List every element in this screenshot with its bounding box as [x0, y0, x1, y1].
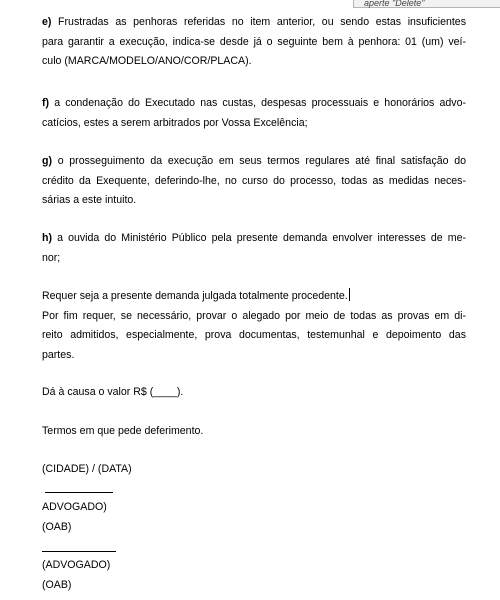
item-g-line-1: g) o prosseguimento da execução em seus termos regulares até final satisfação do: [42, 155, 466, 167]
closing-line: Termos em que pede deferimento.: [42, 425, 204, 437]
place-date: (CIDADE) / (DATA): [42, 463, 132, 475]
signature-2-oab: (OAB): [42, 579, 72, 591]
request-line-1: Requer seja a presente demanda julgada totalmente procedente.: [42, 290, 348, 302]
item-g-letter: g): [42, 155, 52, 167]
item-e-paragraph: [42, 13, 466, 72]
request-paragraph: [42, 287, 466, 365]
item-h-letter: h): [42, 232, 52, 244]
item-e-letter: e): [42, 16, 52, 28]
text-cursor: [349, 288, 350, 301]
item-f-letter: f): [42, 97, 50, 109]
item-g-paragraph: [42, 152, 466, 211]
item-h-line-2: nor;: [42, 251, 61, 264]
item-g-line-3: sárias a este intuito.: [42, 194, 137, 206]
signature-line-1: [45, 492, 113, 493]
item-e-line-2: para garantir a execução, indica-se desde já o seguinte bem à penhora: 01 (um) veí-: [42, 35, 466, 48]
item-e-line-1: e) Frustradas as penhoras referidas no item anterior, ou sendo estas insuficientes: [42, 16, 466, 28]
signature-1-oab: (OAB): [42, 521, 72, 533]
request-line-2: Por fim requer, se necessário, provar o alegado por meio de todas as provas em di-: [42, 309, 466, 322]
item-f-line-2: catícios, estes a serem arbitrados por Vossa Excelência;: [42, 116, 308, 129]
signature-2-name: (ADVOGADO): [42, 559, 111, 571]
item-g-line-2: crédito da Exequente, deferindo-lhe, no curso do processo, todas as medidas neces-: [42, 174, 466, 187]
request-line-3: reito admitidos, especialmente, prova documentas, testemunhal e depoimento das: [42, 329, 466, 341]
signature-line-2: [42, 551, 116, 552]
item-f-paragraph: [42, 94, 466, 133]
item-h-paragraph: [42, 229, 466, 268]
item-e-line-3: culo (MARCA/MODELO/ANO/COR/PLACA).: [42, 55, 252, 67]
valor-da-causa: Dá à causa o valor R$ (____).: [42, 386, 184, 398]
item-f-line-1: f) a condenação do Executado nas custas, despesas processuais e honorários advo-: [42, 97, 466, 109]
item-h-line-1: h) a ouvida do Ministério Público pela presente demanda envolver interesses de me-: [42, 232, 466, 244]
signature-1-name: ADVOGADO): [42, 501, 107, 513]
request-line-4: partes.: [42, 348, 75, 361]
tooltip-hint: aperte "Delete": [353, 0, 500, 8]
